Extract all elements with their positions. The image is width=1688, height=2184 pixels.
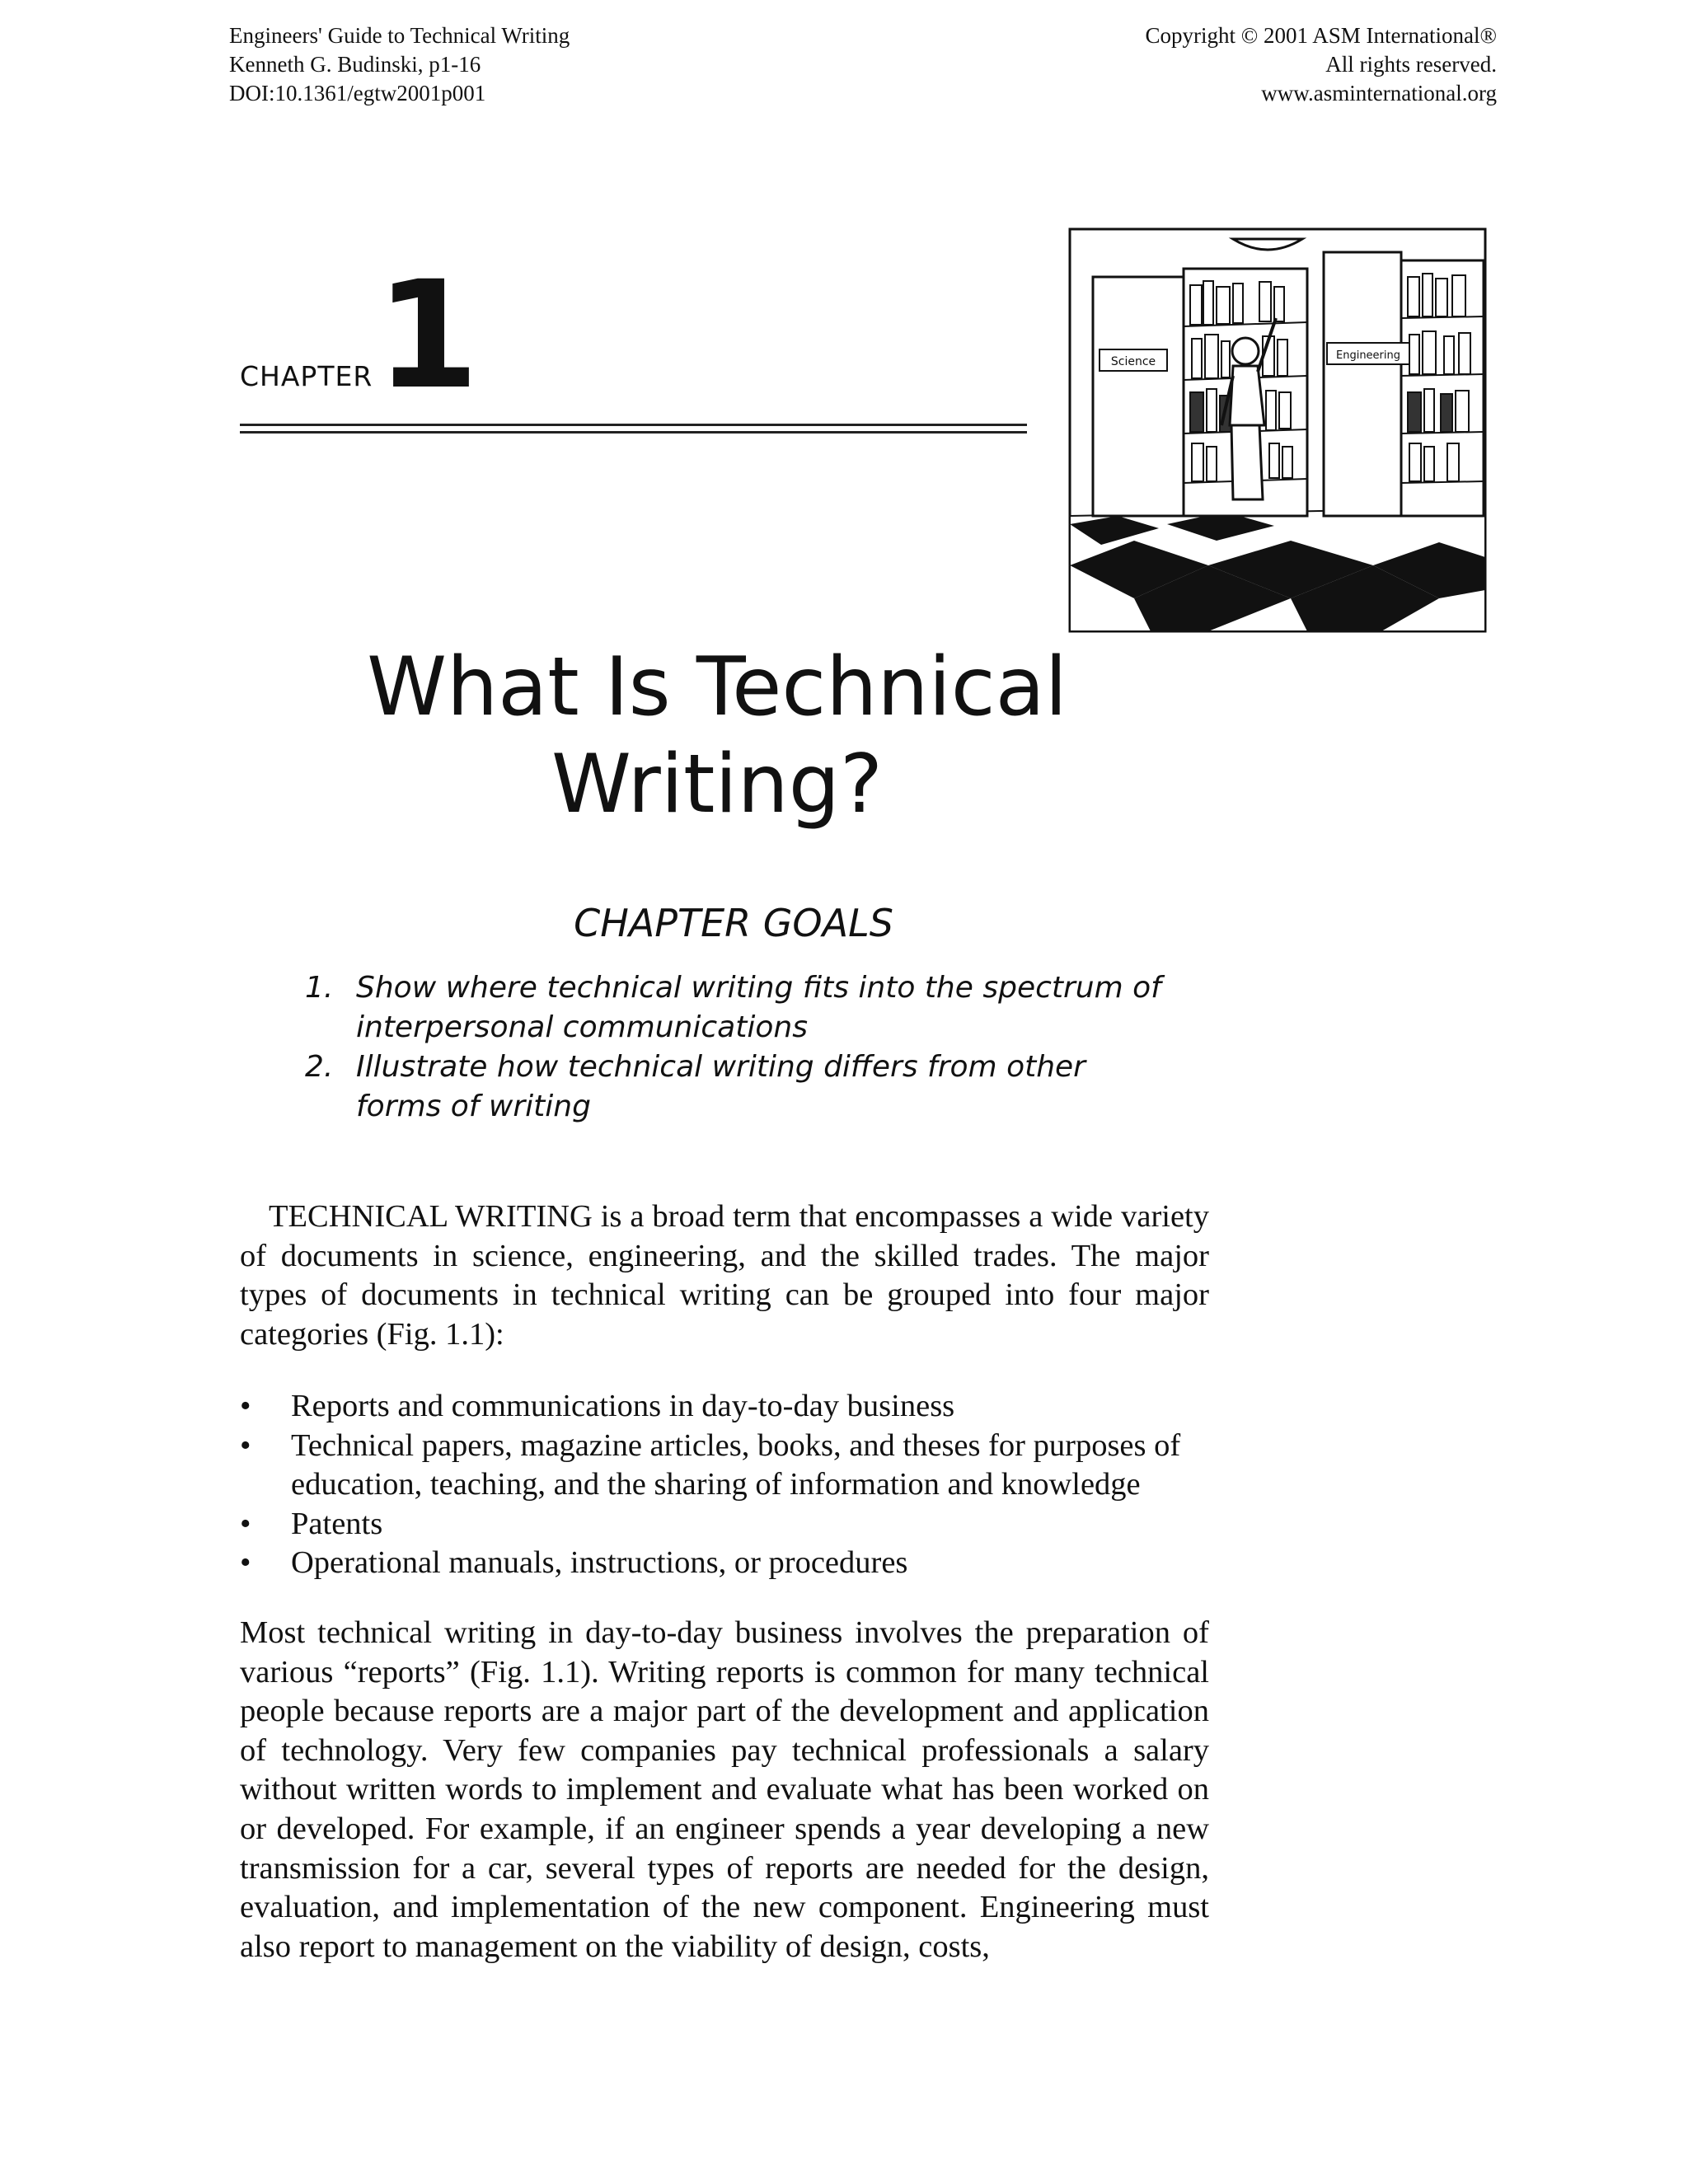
copyright-block bbox=[1145, 21, 1497, 108]
chapter-number: 1 bbox=[376, 250, 480, 422]
bullet-icon: • bbox=[240, 1506, 251, 1541]
list-item-text: Operational manuals, instructions, or procedures bbox=[291, 1545, 908, 1581]
book-title-line: Engineers' Guide to Technical Writing bbox=[229, 23, 570, 48]
chapter-goals-heading: CHAPTER GOALS bbox=[574, 901, 893, 945]
list-item-text: Reports and communications in day-to-day business bbox=[291, 1389, 955, 1423]
list-item bbox=[240, 1387, 1209, 1427]
goal-item bbox=[297, 968, 1170, 1047]
copyright-line: Copyright © 2001 ASM International® bbox=[1145, 23, 1497, 48]
goal-number: 1. bbox=[305, 971, 334, 1005]
chapter-rule-top bbox=[240, 424, 1027, 426]
chapter-rule-bottom bbox=[240, 431, 1027, 434]
list-item-text: Technical papers, magazine articles, books, and theses for purposes of education, teaching, and the sharing of information and knowledge bbox=[291, 1427, 1181, 1502]
author-pages-line: Kenneth G. Budinski, p1-16 bbox=[229, 52, 481, 77]
chapter-title bbox=[272, 639, 1162, 833]
intro-paragraph: TECHNICAL WRITING is a broad term that encompasses a wide variety of documents in science, engineering, and the skilled trades. The major types of documents in technical writing can be grouped into four major categories (Fig. 1.1): bbox=[240, 1199, 1209, 1352]
science-sign: Science bbox=[1110, 355, 1156, 368]
goal-text: Show where technical writing fits into the spectrum of interpersonal communications bbox=[356, 971, 1161, 1044]
reports-paragraph: Most technical writing in day-to-day business involves the preparation of various “reports” (Fig. 1.1). Writing reports is common for many technical people because reports are a major part of the development and application of technology. Very few companies pay technical professionals a salary without written words to implement and evaluate what has been worked on or developed. For example, if an engineer spends a year developing a new transmission for a car, several types of reports are needed for the design, evaluation, and implementation of the new component. Engineering must also report to management on the viability of design, costs, bbox=[240, 1615, 1209, 1964]
chapter-goals-list bbox=[297, 968, 1170, 1127]
citation-block bbox=[229, 21, 570, 108]
bullet-icon: • bbox=[240, 1389, 251, 1423]
list-item-text: Patents bbox=[291, 1506, 383, 1541]
chapter-label: CHAPTER bbox=[240, 360, 373, 392]
engineering-sign: Engineering bbox=[1336, 349, 1400, 362]
goal-item bbox=[297, 1047, 1170, 1127]
bullet-icon: • bbox=[240, 1427, 251, 1463]
goal-text: Illustrate how technical writing differs from other forms of writing bbox=[356, 1050, 1085, 1123]
goal-number: 2. bbox=[305, 1050, 334, 1084]
rights-line: All rights reserved. bbox=[1325, 52, 1497, 77]
doi-line: DOI:10.1361/egtw2001p001 bbox=[229, 81, 486, 105]
bullet-icon: • bbox=[240, 1545, 251, 1581]
library-illustration bbox=[1068, 227, 1487, 633]
list-item bbox=[240, 1505, 1209, 1544]
document-categories-list bbox=[240, 1387, 1209, 1583]
list-item bbox=[240, 1544, 1209, 1583]
list-item bbox=[240, 1427, 1209, 1505]
website-line: www.asminternational.org bbox=[1261, 81, 1497, 105]
title-line-2: Writing? bbox=[551, 738, 883, 832]
title-line-1: What Is Technical bbox=[367, 640, 1067, 734]
